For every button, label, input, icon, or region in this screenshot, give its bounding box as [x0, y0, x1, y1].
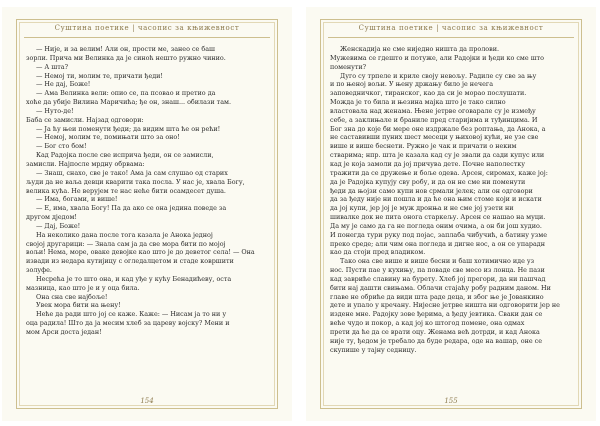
text-line: скупише у тајну седницу. — [330, 345, 417, 354]
left-body-text — [26, 45, 270, 387]
left-page — [2, 7, 292, 421]
text-line: Она сна све најбоље! — [36, 292, 108, 301]
text-line: да јој купи, јер јој је муж дронња и не сме јој узети ни — [330, 204, 514, 213]
text-line: другом дједом! — [26, 213, 78, 222]
text-line: Несрећа је то што она, и кад уђе у кућу Бенадићеву, оста — [36, 274, 232, 283]
text-line: није ту, ђедом је требало да буде редара, оде на вашар, оне се — [330, 336, 543, 345]
right-page-number: 155 — [444, 397, 458, 405]
text-line: — Бог сто бом! — [36, 142, 87, 151]
left-page-number: 154 — [140, 397, 154, 405]
text-line: кад је која замоли да јој причува дете. Почне наполестку — [330, 159, 526, 168]
text-line: главе не обриће да види шта раде деца, и због ње је Јованкино — [330, 292, 544, 301]
right-body-text — [330, 45, 574, 387]
text-line: Увек мора бити на њену! — [36, 301, 121, 310]
text-line: оца радила! Што да ја месим хлеб за цареву војску? Мени и — [26, 319, 230, 328]
text-line: да за ђеду није ни пошла и да ће она њим стоме који и искати — [330, 195, 542, 204]
text-line: Тако она све више и више бесни и баш хотимично иде уз — [340, 257, 535, 266]
text-line: — Знаш, снахо, све је тако! Ама ја сам слушао од старих — [36, 168, 228, 177]
text-line: — Нуто-де! — [36, 106, 74, 115]
text-line: Неће да ради што јој се каже. Каже: — Нисам ја то ни у — [36, 310, 227, 319]
text-line: кад завриће славину на бурету. Хлеб јој прегори, да ни пашчад — [330, 274, 546, 283]
text-line: — Дај, Боже! — [36, 221, 81, 230]
right-header-rule — [328, 37, 574, 38]
text-line: као да стоји пред владиком. — [330, 248, 426, 257]
text-line: замисли. Најпосле мрдну обрвама: — [26, 159, 145, 168]
text-line: — Ја ћу њеи поменути ђеди; да видим шта ће он рећи! — [36, 124, 221, 133]
text-line: Женскадија не сме ниједно ништа да пролови. — [340, 45, 500, 53]
text-line: Да му је само да га не погледа оним очима, а он би још худио. — [330, 221, 542, 230]
text-line: људи да не ваља девци кварити така посла. У нас је, хвала Богу, — [26, 177, 245, 186]
text-line: Мужевима се гдешто и потуже, али Радојки и ђеди ко сме што — [330, 53, 545, 62]
left-header-rule — [24, 37, 270, 38]
text-line: прети да ће да се врати оцу. Женама већ дотрди, и кад Анока — [330, 328, 540, 336]
text-line: Бог зна до које би мере оне издржале без роптања, да Анока, а — [330, 124, 546, 133]
text-line: не саставивши пуних шест месеци у њиховој кући, не узе све — [330, 133, 539, 142]
text-line: више и више беснети. Ружно је чак и причати о неким — [330, 142, 517, 151]
right-running-head: Суштина поетике | часопис за књижевност — [358, 24, 544, 32]
text-line: — Није, и за велим! Али он, прости ме, занео се баш — [36, 45, 215, 53]
text-line: стварима; нпр. шта је казала кад су је звали да сади купус или — [330, 151, 545, 160]
text-line: дете и упало у кречану. Нијесне јетрве ништа ни одговорити јер не — [330, 301, 560, 310]
text-line: Баба се замисли. Најзад одговори: — [26, 115, 144, 124]
text-line: тражити да се дружење и боље одева. Арсен, сиромах, каже јој: — [330, 168, 548, 177]
text-line: — Не дај, Боже! — [36, 80, 91, 89]
text-line: мазница, као што је и у оца била. — [26, 283, 140, 292]
text-line: вољи! Нема, море, оваке девојке као што је до деветог села! — Она — [26, 248, 255, 257]
text-line: зорли. Прича ми Велинка да је синоћ нешто ружно чинио. — [26, 53, 226, 62]
text-line: ђеди да њојзи само купи нов срмали јелек; али он одговори — [330, 186, 533, 195]
text-line: — Немој ти, молим те, причати ђеди! — [36, 71, 163, 80]
text-line: бити нај дашти свињама. Облачи стајаћу робу радним даном. Ни — [330, 283, 551, 292]
text-line: велика кућа. Не верујем те нас неће бити осамдесет душа. — [26, 186, 226, 195]
text-line: да је Радојка купују сву робу, и да он не сме ни поменути — [330, 177, 526, 186]
text-line: преко среде; али чим она погледа и дигне нос, а он се упарадн — [330, 239, 545, 248]
text-line: издене мне. Радојку зове ђерима, а ђеду јевтика. Сваки дан се — [330, 310, 543, 319]
text-line: хоће да убије Вилина Маричића; ђе он, знаш... обилази там. — [26, 98, 232, 107]
text-line: — Има, богами, и више! — [36, 195, 118, 204]
text-line: золуфе. — [26, 266, 52, 275]
text-line: — Немој, молим те, помињати што за оно! — [36, 133, 180, 142]
right-page — [306, 7, 596, 421]
text-line: заповедничког, тиранског, као да си је морао послушати. — [330, 89, 527, 98]
text-line: нос. Пусти пае у кухињу, па поваде све месо из лонца. Не пази — [330, 266, 545, 275]
left-running-head: Суштина поетике | часопис за књижевност — [54, 24, 240, 32]
text-line: поменути? — [330, 62, 367, 71]
text-line: Можда је то била и њезина мајка што је тако силно — [330, 98, 506, 107]
text-line: мом Арси доста један! — [26, 328, 102, 336]
text-line: шивалке док не пита онога старкељу. Арсен се нашао на муци. — [330, 213, 546, 222]
text-line: својој другарици: — Знала сам ја да све мора бити по мојој — [26, 239, 226, 248]
text-line: — Ама Велинка вели: опио се, па псовао и претио да — [36, 89, 216, 98]
text-line: — А шта? — [36, 62, 69, 71]
text-line: На неколико дана после тога казала је Анока једној — [36, 230, 213, 239]
text-line: веће чудо и покор, а кад јој ко штогод помене, она одмах — [330, 319, 525, 328]
text-line: себе, а заклињале и браниле пред старијима и туђинцима. И — [330, 115, 538, 124]
text-line: извади из недара кутијицу с огледалцетом и стаде ковршити — [26, 257, 234, 266]
text-line: Кад Радојка после све исприча ђеди, он се замисли, — [36, 151, 214, 160]
text-line: и по њеној вољи. У њену држању било је нечега — [330, 80, 494, 89]
text-line: Дуго су трпеле и криле своју невољу. Радиле су све за њу — [340, 71, 537, 80]
text-line: — Е, има, хвала Богу! Па да ако се она једина поведе за — [36, 204, 227, 213]
text-line: властовала над женама. Њене јетрве оговарале су је између — [330, 106, 536, 115]
text-line: И понегда тури руку под појас, заплаба чибучић, а батину узме — [330, 230, 548, 239]
